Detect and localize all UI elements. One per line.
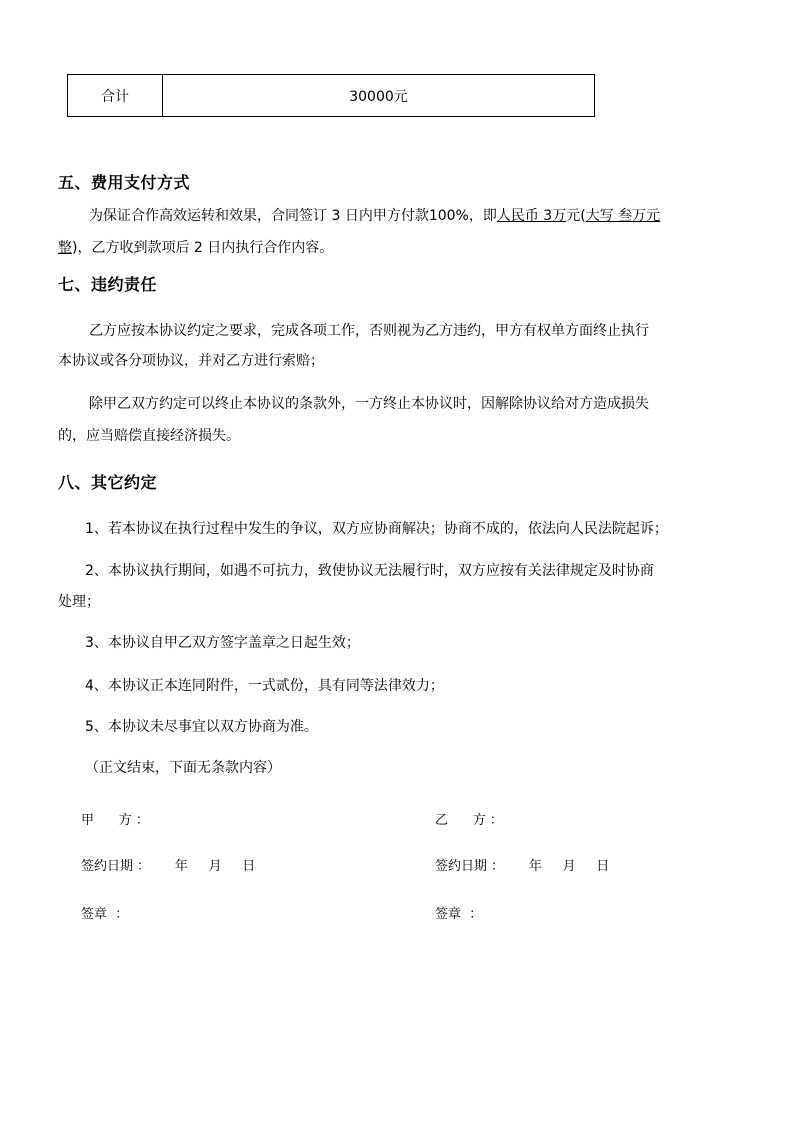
amount-capital: 大写 叁万元	[585, 208, 661, 224]
party-b-seal: 签章 ：	[435, 907, 483, 922]
party-a-seal: 签章 ：	[81, 907, 129, 922]
section8-item1: 1、若本协议在执行过程中发生的争议，双方应协商解决；协商不成的，依法向人民法院起诉；	[85, 521, 668, 537]
total-table	[67, 74, 595, 117]
section8-item4: 4、本协议正本连同附件，一式贰份，具有同等法律效力；	[85, 678, 444, 694]
section8-item5: 5、本协议未尽事宜以双方协商为准。	[85, 719, 318, 735]
party-b-date: 签约日期 ： 年 月 日	[435, 859, 610, 874]
total-label: 合计	[68, 75, 163, 116]
section5-heading: 五、费用支付方式	[58, 173, 191, 192]
section8-heading: 八、其它约定	[58, 473, 158, 492]
section7-p2-line1: 除甲乙双方约定可以终止本协议的条款外，一方终止本协议时，因解除协议给对方造成损失	[89, 396, 649, 412]
section7-p1-line1: 乙方应按本协议约定之要求，完成各项工作，否则视为乙方违约，甲方有权单方面终止执行	[89, 323, 649, 339]
total-value: 30000元	[349, 88, 408, 105]
section7-p1-line2: 本协议或各分项协议，并对乙方进行索赔；	[58, 353, 324, 369]
section8-item2-line1: 2、本协议执行期间，如遇不可抗力，致使协议无法履行时，双方应按有关法律规定及时协商	[85, 563, 654, 579]
amount-rmb: 人民币 3万	[496, 208, 567, 224]
section5-line2: 整)，乙方收到款项后 2 日内执行合作内容。	[58, 240, 334, 256]
party-b-label: 乙 方 ：	[435, 813, 503, 828]
party-a-date: 签约日期 ： 年 月 日	[81, 859, 256, 874]
section7-heading: 七、违约责任	[58, 275, 158, 294]
party-a-label: 甲 方 ：	[81, 813, 149, 828]
section8-item2-line2: 处理；	[58, 594, 100, 610]
section5-line1: 为保证合作高效运转和效果，合同签订 3 日内甲方付款100%，即人民币 3万元(大写 叁万元	[89, 208, 661, 224]
section8-item3: 3、本协议自甲乙双方签字盖章之日起生效；	[85, 635, 360, 651]
section7-p2-line2: 的，应当赔偿直接经济损失。	[58, 428, 240, 444]
end-note: （正文结束，下面无条款内容）	[85, 760, 281, 776]
